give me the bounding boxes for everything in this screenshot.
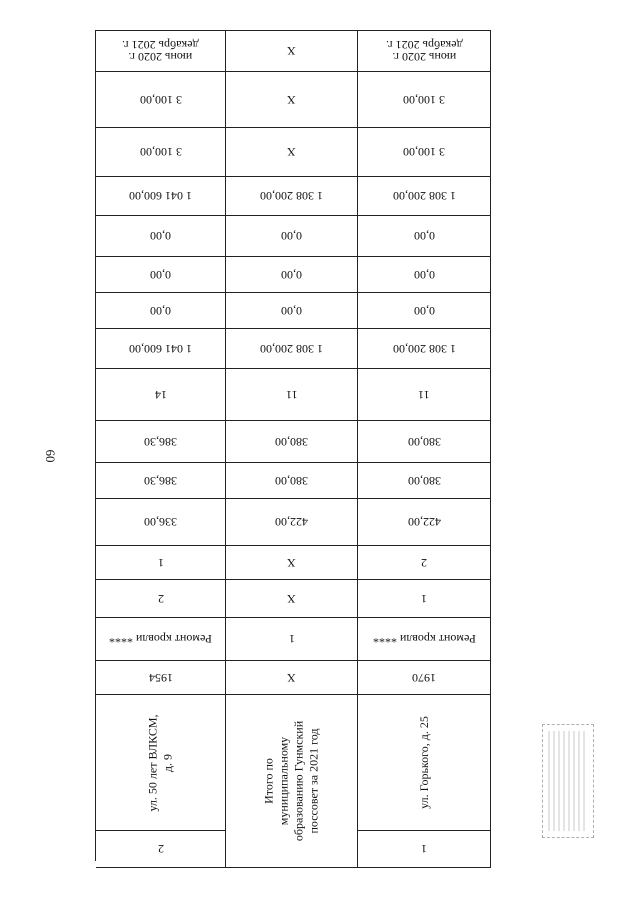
table-cell (226, 72, 358, 128)
cell-text: Х (287, 92, 296, 107)
table-cell-total-label (226, 695, 358, 868)
table-cell (226, 421, 358, 463)
table-cell (358, 293, 491, 329)
cell-text: 380,00 (407, 434, 441, 449)
table-cell (358, 128, 491, 177)
table-cell (358, 369, 491, 421)
cell-text: 11 (285, 387, 298, 402)
cell-text: 3 100,00 (403, 92, 445, 107)
table-cell (226, 499, 358, 546)
cell-text: 2 (421, 555, 427, 570)
table-cell (96, 580, 226, 618)
table-cell (226, 329, 358, 369)
cell-text: 1 308 200,00 (392, 341, 456, 356)
table-cell (358, 463, 491, 499)
cell-text: 1970 (412, 670, 436, 685)
cell-text: 0,00 (413, 267, 435, 282)
cell-text: 0,00 (281, 229, 302, 243)
cell-text: 422,00 (407, 515, 441, 529)
table-cell (358, 216, 491, 257)
cell-text: 380,00 (407, 473, 441, 488)
cell-text: июнь 2020 г. декабрь 2021 г. (122, 38, 199, 64)
table-cell (96, 831, 226, 868)
cell-text: 380,00 (275, 434, 308, 449)
cell-text: 0,00 (150, 229, 171, 243)
cell-text: 1 (421, 842, 427, 856)
table-cell (96, 293, 226, 329)
cell-text: Х (287, 44, 296, 58)
table-cell (96, 128, 226, 177)
table-cell (358, 177, 491, 216)
cell-text: 1 (157, 555, 164, 570)
table-cell (226, 546, 358, 580)
table-cell (96, 257, 226, 293)
cell-text: 0,00 (150, 267, 171, 282)
cell-text: 386,30 (144, 434, 177, 449)
table-cell (226, 216, 358, 257)
cell-text: 3 100,00 (139, 145, 182, 159)
table-cell (358, 831, 491, 868)
table-cell (358, 661, 491, 695)
table-cell (226, 463, 358, 499)
data-table (95, 30, 491, 861)
table-cell (96, 177, 226, 216)
stamp-image (542, 724, 594, 838)
table-cell (358, 421, 491, 463)
cell-text: Х (287, 555, 296, 570)
cell-text: 1954 (148, 670, 173, 685)
page-number: 60 (43, 449, 58, 463)
cell-text: 1 (421, 591, 427, 606)
table-cell (96, 546, 226, 580)
table-cell (358, 580, 491, 618)
table-cell (226, 618, 358, 661)
table-cell (358, 618, 491, 661)
cell-text: Х (287, 145, 296, 159)
cell-text: 1 308 200,00 (392, 189, 456, 203)
table-cell (358, 695, 491, 831)
table-cell (226, 257, 358, 293)
cell-text: Х (287, 591, 296, 606)
table-cell (226, 293, 358, 329)
cell-text: 11 (418, 387, 430, 402)
table-cell (96, 695, 226, 831)
cell-text: Ремонт кровли **** (109, 632, 212, 646)
table-cell (96, 421, 226, 463)
cell-text: ул. 50 лет ВЛКСМ, д. 9 (145, 713, 175, 812)
table-cell (226, 580, 358, 618)
table-cell (358, 546, 491, 580)
cell-text: 1 308 200,00 (260, 189, 323, 203)
cell-text: 422,00 (275, 515, 308, 529)
cell-text: 1 (288, 632, 295, 646)
table-cell (96, 463, 226, 499)
table-cell (358, 31, 491, 72)
table-cell (358, 329, 491, 369)
cell-text: 2 (157, 842, 164, 856)
cell-text: 0,00 (413, 303, 435, 318)
table-cell (96, 216, 226, 257)
cell-text: 2 (157, 591, 164, 606)
cell-text: Х (287, 670, 296, 685)
table-cell (96, 618, 226, 661)
cell-text: 0,00 (281, 267, 302, 282)
table-cell (226, 177, 358, 216)
table-cell (358, 72, 491, 128)
table-cell (358, 257, 491, 293)
cell-text: 1 041 600,00 (129, 341, 192, 356)
table-cell (358, 499, 491, 546)
cell-text: 14 (154, 387, 167, 402)
table-cell (96, 661, 226, 695)
table-cell (226, 369, 358, 421)
cell-text: 380,00 (275, 473, 308, 488)
cell-text: 0,00 (281, 303, 302, 318)
cell-text: 1 308 200,00 (260, 341, 323, 356)
cell-text: 3 100,00 (139, 92, 182, 107)
table-cell (96, 31, 226, 72)
cell-text: 0,00 (413, 229, 435, 243)
table-cell (226, 661, 358, 695)
cell-text: Ремонт кровли **** (372, 632, 476, 646)
table-cell (96, 72, 226, 128)
cell-text: 386,30 (144, 473, 177, 488)
cell-text: 0,00 (150, 303, 171, 318)
cell-text: 336,00 (144, 515, 177, 529)
table-cell (96, 369, 226, 421)
table-cell (96, 329, 226, 369)
table-cell (226, 128, 358, 177)
cell-text: июнь 2020 г. декабрь 2021 г. (385, 38, 463, 64)
table-cell (226, 31, 358, 72)
cell-text: ул. Горького, д. 25 (416, 716, 431, 809)
table-cell (96, 499, 226, 546)
cell-text: Итого по муниципальному образованию Гунмский поссовет за 2021 год (261, 720, 321, 842)
cell-text: 3 100,00 (403, 145, 445, 159)
cell-text: 1 041 600,00 (129, 189, 192, 203)
